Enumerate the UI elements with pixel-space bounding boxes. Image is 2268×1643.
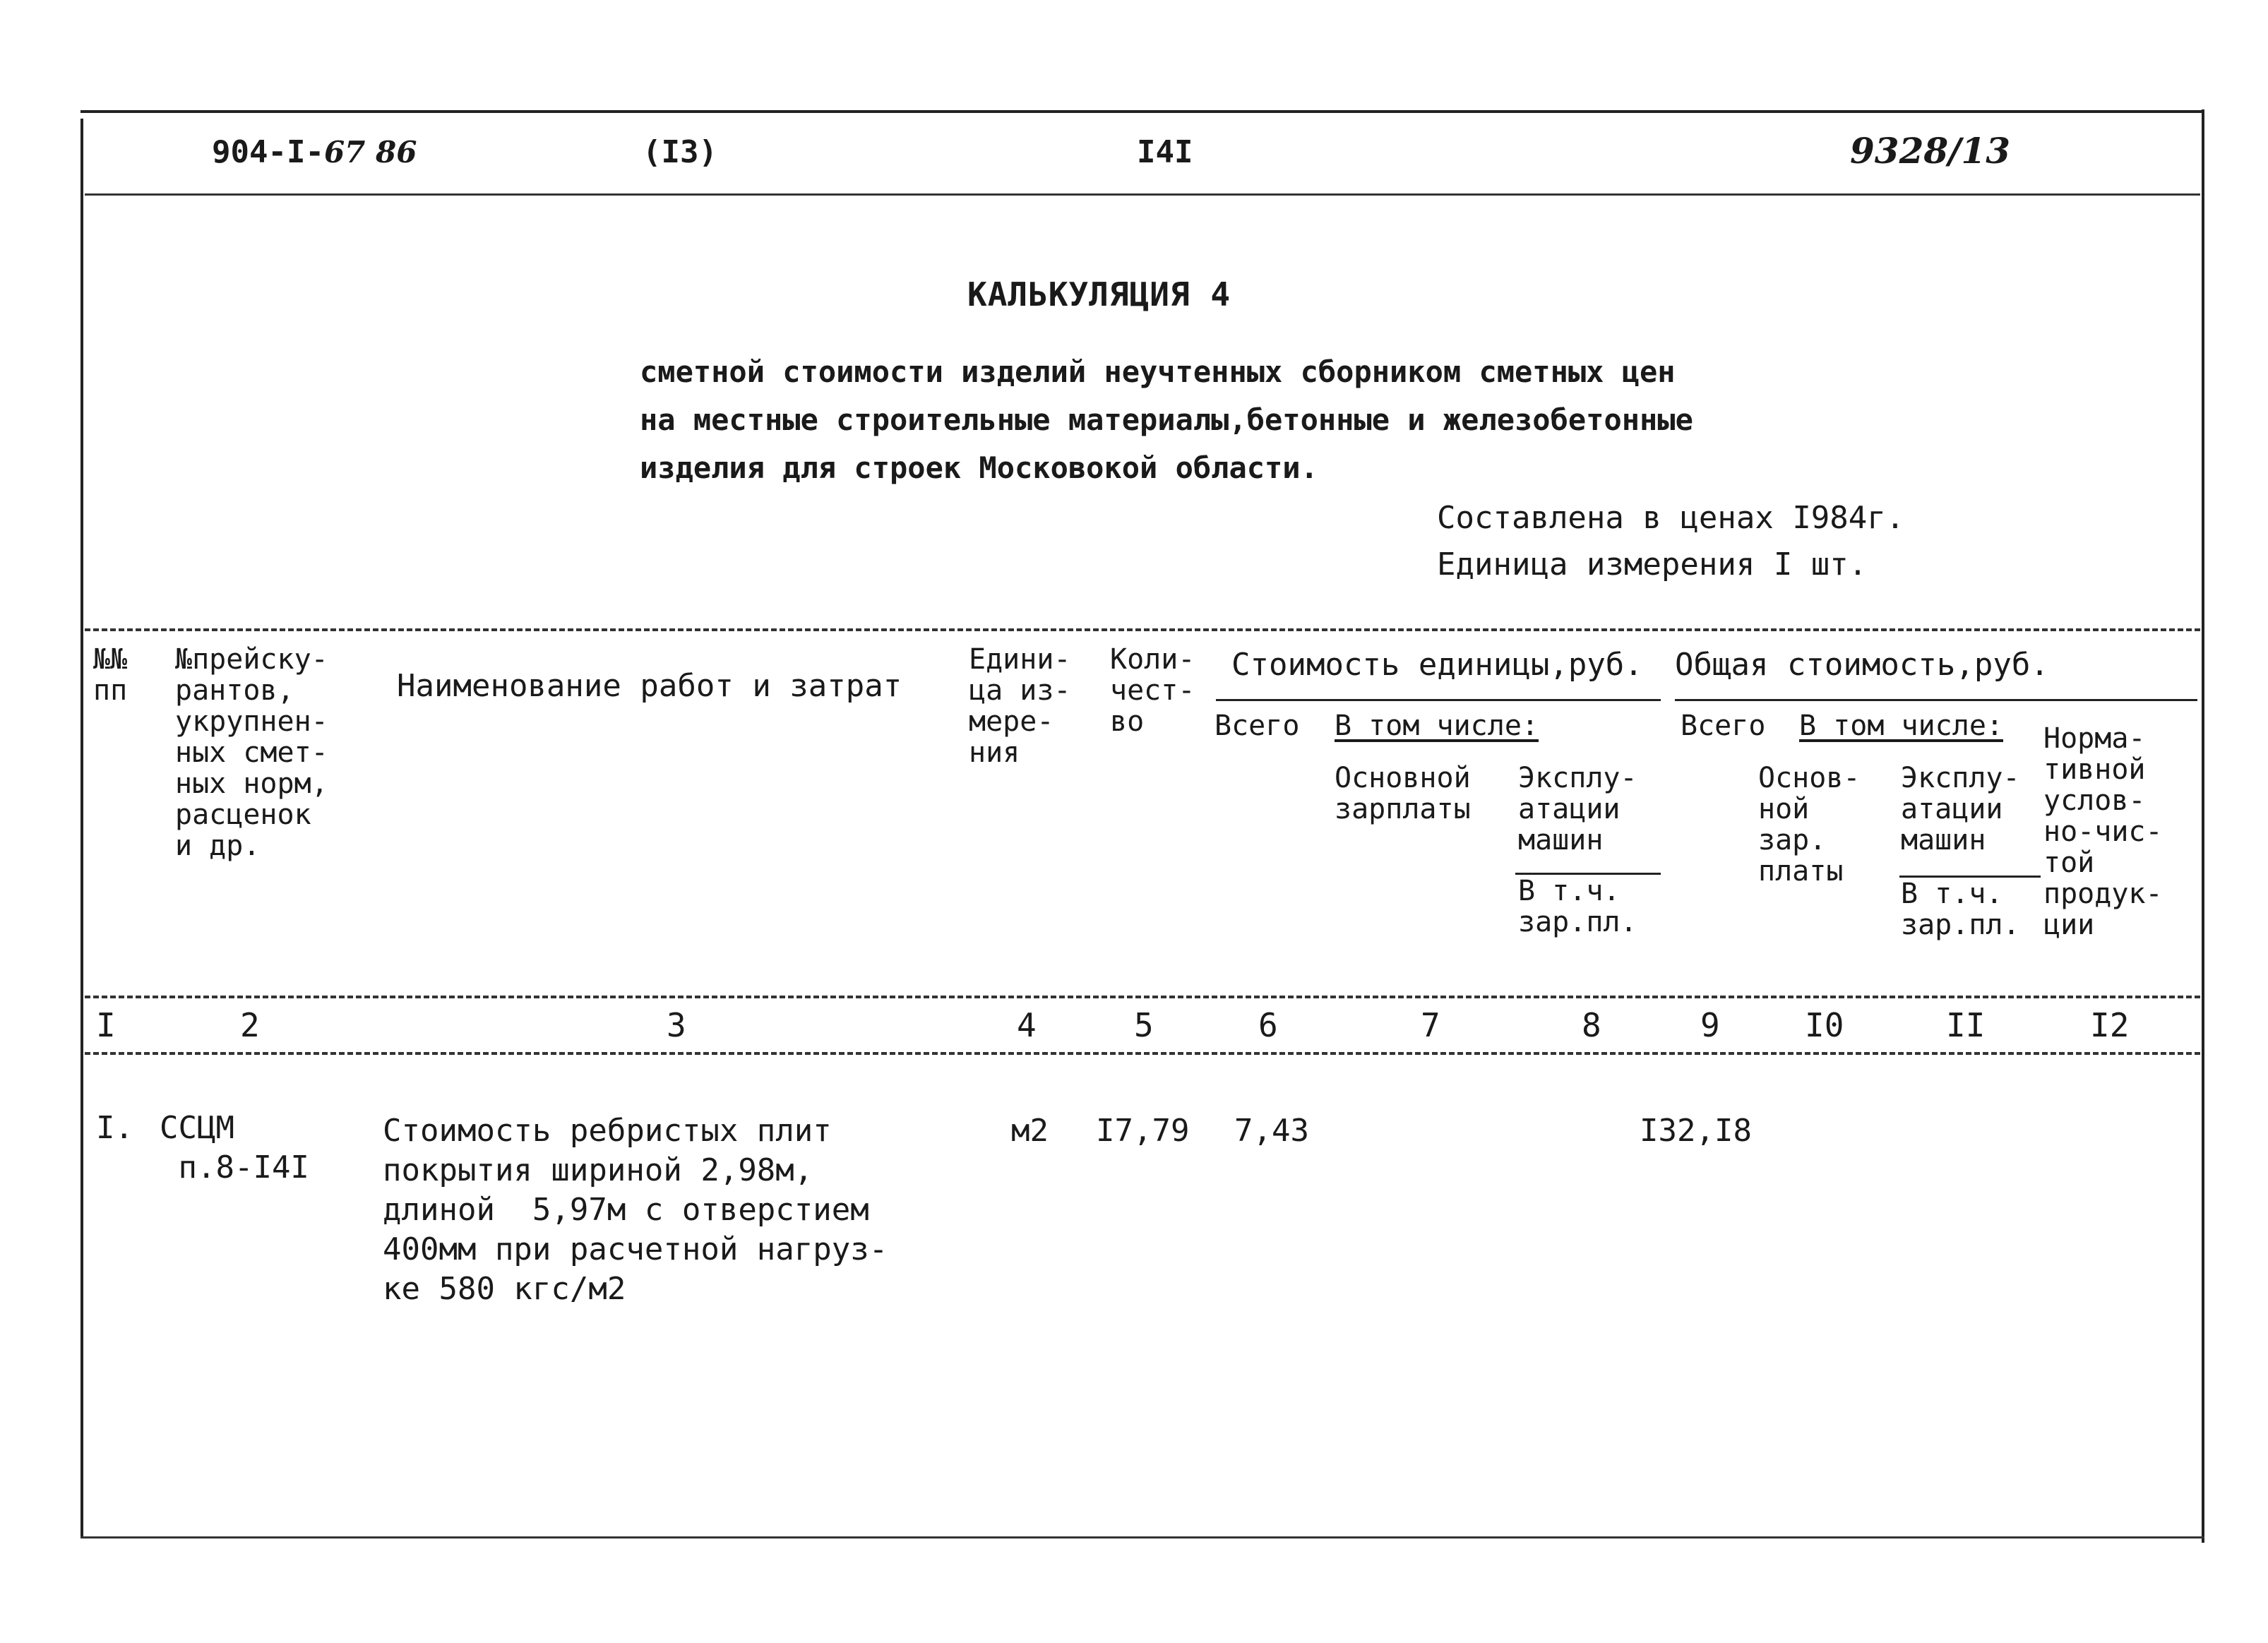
total-cost-header: Общая стоимость,руб.: [1675, 647, 2049, 683]
header-rule: [85, 193, 2200, 196]
frame-left: [80, 119, 83, 1538]
col-number-4: 4: [1017, 1006, 1037, 1044]
col-number-10: I0: [1805, 1006, 1844, 1044]
col-header-3: Наименование работ и затрат: [397, 668, 902, 704]
col-header-4: Едини- ца из- мере- ния: [969, 643, 1071, 769]
row-unit: м2: [1011, 1113, 1049, 1149]
doc-code-handwritten: 67 86: [323, 135, 417, 169]
col-header-8-bottom: В т.ч. зар.пл.: [1518, 875, 1637, 938]
col-header-11-bottom: В т.ч. зар.пл.: [1901, 878, 2020, 941]
col-number-7: 7: [1421, 1006, 1440, 1044]
col-header-1: №№ пп: [93, 643, 128, 707]
row-number: I.: [96, 1110, 133, 1146]
numbers-top-rule: [85, 996, 2200, 998]
col-header-8-top: Эксплу- атации машин: [1518, 762, 1637, 856]
col-header-6: Всего: [1214, 710, 1300, 742]
row-reference: ССЦМ п.8-I4I: [160, 1110, 309, 1185]
doc-code: [212, 134, 417, 170]
description-line-1: сметной стоимости изделий неучтенных сборником сметных цен: [640, 354, 1676, 389]
col-number-8: 8: [1582, 1006, 1601, 1044]
col-number-6: 6: [1258, 1006, 1278, 1044]
frame-top: [80, 110, 2203, 113]
col-header-5: Коли- чест- во: [1110, 643, 1195, 738]
col-number-2: 2: [240, 1006, 260, 1044]
row-grand-total: I32,I8: [1640, 1113, 1752, 1149]
unit-cost-rule: [1216, 699, 1661, 701]
description-line-2: на местные строительные материалы,бетонные и железобетонные: [640, 402, 1693, 437]
col-number-5: 5: [1134, 1006, 1154, 1044]
description-line-3: изделия для строек Московокой области.: [640, 450, 1318, 485]
col-header-2: №прейску- рантов, укрупнен- ных смет- ных норм, расценок и др.: [175, 643, 328, 862]
col-header-11-top: Эксплу- атации машин: [1901, 762, 2020, 856]
col-number-9: 9: [1700, 1006, 1720, 1044]
frame-right: [2202, 109, 2204, 1543]
row-unit-total: 7,43: [1234, 1113, 1309, 1149]
unit-cost-header: Стоимость единицы,руб.: [1231, 647, 1643, 683]
row-quantity: I7,79: [1096, 1113, 1190, 1149]
col-header-12: Норма- тивной услов- но-чис- той продук- ции: [2043, 722, 2163, 941]
col-header-9: Всего: [1681, 710, 1766, 742]
page-number: I4I: [1137, 134, 1193, 170]
frame-bottom: [80, 1536, 2204, 1539]
unit-cost-incl: В том числе:: [1335, 710, 1539, 742]
sheet-ref: (I3): [643, 134, 717, 170]
archive-number: 9328/13: [1850, 130, 2011, 172]
col-number-12: I2: [2090, 1006, 2130, 1044]
row-name: Стоимость ребристых плит покрытия шириной 2,98м, длиной 5,97м с отверстием 400мм при расчетной нагруз- ке 580 кгс/м2: [383, 1113, 888, 1307]
total-cost-rule: [1675, 699, 2197, 701]
table-top-rule: [85, 628, 2200, 631]
col-header-7: Основной зарплаты: [1335, 762, 1471, 825]
unit-note: Единица измерения I шт.: [1437, 546, 1868, 582]
col-header-10: Основ- ной зар. платы: [1758, 762, 1861, 888]
prices-note: Составлена в ценах I984г.: [1437, 500, 1905, 536]
total-cost-incl: В том числе:: [1799, 710, 2003, 742]
doc-code-typed: 904-I-: [212, 134, 324, 170]
numbers-bottom-rule: [85, 1052, 2200, 1055]
col-number-1: I: [96, 1006, 116, 1044]
calculation-heading: КАЛЬКУЛЯЦИЯ 4: [967, 275, 1231, 313]
col-number-3: 3: [667, 1006, 686, 1044]
col-number-11: II: [1946, 1006, 1986, 1044]
